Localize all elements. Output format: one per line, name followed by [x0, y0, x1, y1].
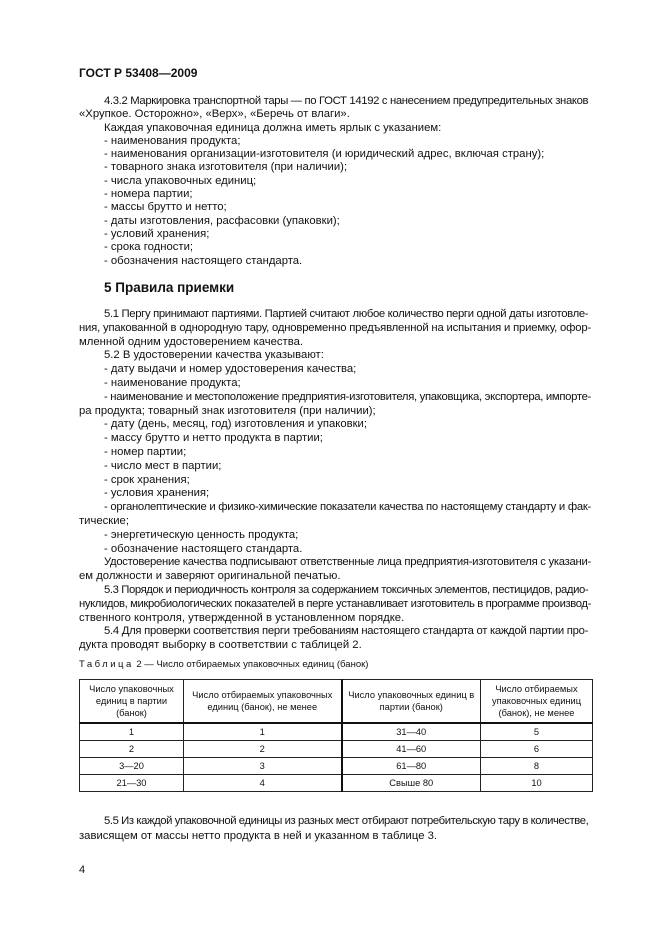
table-cell: 21—30	[80, 775, 184, 792]
page-number: 4	[79, 864, 86, 876]
list-item: - срока годности;	[104, 241, 194, 254]
paragraph-line: зависящем от массы нетто продукта в ней и указанном в таблице 3.	[79, 829, 438, 842]
table-row	[80, 723, 593, 741]
paragraph-line: ем должности и заверяют оригинальной печатью.	[79, 570, 341, 583]
table-header: Число упаковочных единиц в партии (банок)	[80, 680, 184, 724]
list-item: - наименование продукта;	[104, 376, 241, 389]
list-item: - срок хранения;	[104, 473, 190, 486]
list-item: - дату выдачи и номер удостоверения качества;	[104, 363, 357, 376]
paragraph-line: 5.1 Пергу принимают партиями. Партией считают любое количество перги одной даты изготовле-	[104, 308, 589, 320]
paragraph-line: «Хрупкое. Осторожно», «Верх», «Беречь от влаги».	[79, 108, 350, 121]
list-item: - дату (день, месяц, год) изготовления и упаковки;	[104, 418, 368, 431]
paragraph-line: 5.2 В удостоверении качества указывают:	[104, 349, 324, 362]
section-5-text	[79, 308, 592, 653]
table-caption	[79, 659, 368, 670]
table-cell: 61—80	[342, 758, 481, 775]
table-cell: 8	[481, 758, 593, 775]
list-item: - номер партии;	[104, 445, 187, 458]
table-cell: 41—60	[342, 741, 481, 758]
table-row	[80, 775, 593, 792]
paragraph-line: 4.3.2 Маркировка транспортной тары — по ГОСТ 14192 с нанесением предупредительных знаков	[104, 95, 589, 107]
paragraph-line: 5.4 Для проверки соответствия перги требованиям настоящего стандарта от каждой партии про-	[104, 625, 589, 638]
section-title: 5 Правила приемки	[104, 280, 235, 295]
table-cell: 10	[481, 775, 593, 792]
list-item: - условий хранения;	[104, 227, 210, 240]
table-cell: 2	[80, 741, 184, 758]
list-item: - наименования продукта;	[104, 134, 241, 147]
table-cell: 2	[184, 741, 342, 758]
list-item: - энергетическую ценность продукта;	[104, 528, 299, 541]
table-cell: 4	[184, 775, 342, 792]
sample-size-table	[79, 679, 593, 792]
caption-text: 2 — Число отбираемых упаковочных единиц (банок)	[133, 659, 369, 670]
paragraph-line: ственного контроля, утвержденной в установленном порядке.	[79, 611, 405, 624]
list-item: - товарного знака изготовителя (при наличии);	[104, 161, 348, 174]
paragraph-line: 5.3 Порядок и периодичность контроля за содержанием токсичных элементов, пестицидов, радио-	[104, 583, 589, 596]
list-item: - наименования организации-изготовителя (и юридический адрес, включая страну);	[104, 148, 545, 161]
list-item: - обозначения настоящего стандарта.	[104, 254, 303, 267]
list-item: - наименование и местоположение предприятия-изготовителя, упаковщика, экспортера, импорте-	[104, 390, 592, 403]
paragraph-line: нуклидов, микробиологических показателей в перге устанавливает изготовитель в программе производ-	[79, 597, 591, 610]
list-item: - номера партии;	[104, 188, 193, 201]
paragraph-line: мленной одним удостоверением качества.	[79, 335, 304, 348]
document-header: ГОСТ Р 53408—2009	[79, 66, 198, 80]
paragraph-line: ния, упакованной в однородную тару, одновременно предъявленной на испытания и приемку, офор-	[79, 321, 592, 334]
label-list	[79, 135, 592, 268]
table-cell: 1	[80, 723, 184, 741]
paragraph-5-5	[79, 814, 592, 843]
table-header: Число отбираемых упаковочных единиц (банок), не менее	[184, 680, 342, 724]
paragraph-line: Каждая упаковочная единица должна иметь ярлык с указанием:	[104, 121, 442, 134]
list-item: - числа упаковочных единиц;	[104, 174, 257, 187]
paragraph-line: дукта проводят выборку в соответствии с таблицей 2.	[79, 639, 362, 652]
list-item: тические;	[79, 514, 129, 527]
list-item: - условия хранения;	[104, 487, 210, 500]
list-item: - массу брутто и нетто продукта в партии;	[104, 432, 323, 445]
section-4-text	[79, 95, 592, 268]
table-header: Число отбираемых упаковочных единиц (банок), не менее	[481, 680, 593, 724]
table-cell: 3—20	[80, 758, 184, 775]
table-row	[80, 758, 593, 775]
table-row	[80, 741, 593, 758]
table-cell: 5	[481, 723, 593, 741]
table-cell: 3	[184, 758, 342, 775]
paragraph-line: 5.5 Из каждой упаковочной единицы из разных мест отбирают потребительскую тару в количестве,	[104, 815, 589, 827]
table-cell: 1	[184, 723, 342, 741]
certificate-list	[79, 363, 592, 556]
paragraph-line: Удостоверение качества подписывают ответственные лица предприятия-изготовителя с указани-	[104, 556, 592, 569]
caption-label: Таблица	[79, 659, 134, 670]
table-header: Число упаковочных единиц в партии (банок)	[342, 680, 481, 724]
list-item: - даты изготовления, расфасовки (упаковки);	[104, 214, 340, 227]
list-item: - органолептические и физико-химические показатели качества по настоящему стандарту и фак-	[104, 501, 592, 514]
table-cell: 31—40	[342, 723, 481, 741]
table-cell: 6	[481, 741, 593, 758]
list-item: - число мест в партии;	[104, 459, 222, 472]
table-cell: Свыше 80	[342, 775, 481, 792]
list-item: - массы брутто и нетто;	[104, 201, 227, 214]
list-item: ра продукта; товарный знак изготовителя (при наличии);	[79, 404, 376, 417]
list-item: - обозначение настоящего стандарта.	[104, 542, 303, 555]
